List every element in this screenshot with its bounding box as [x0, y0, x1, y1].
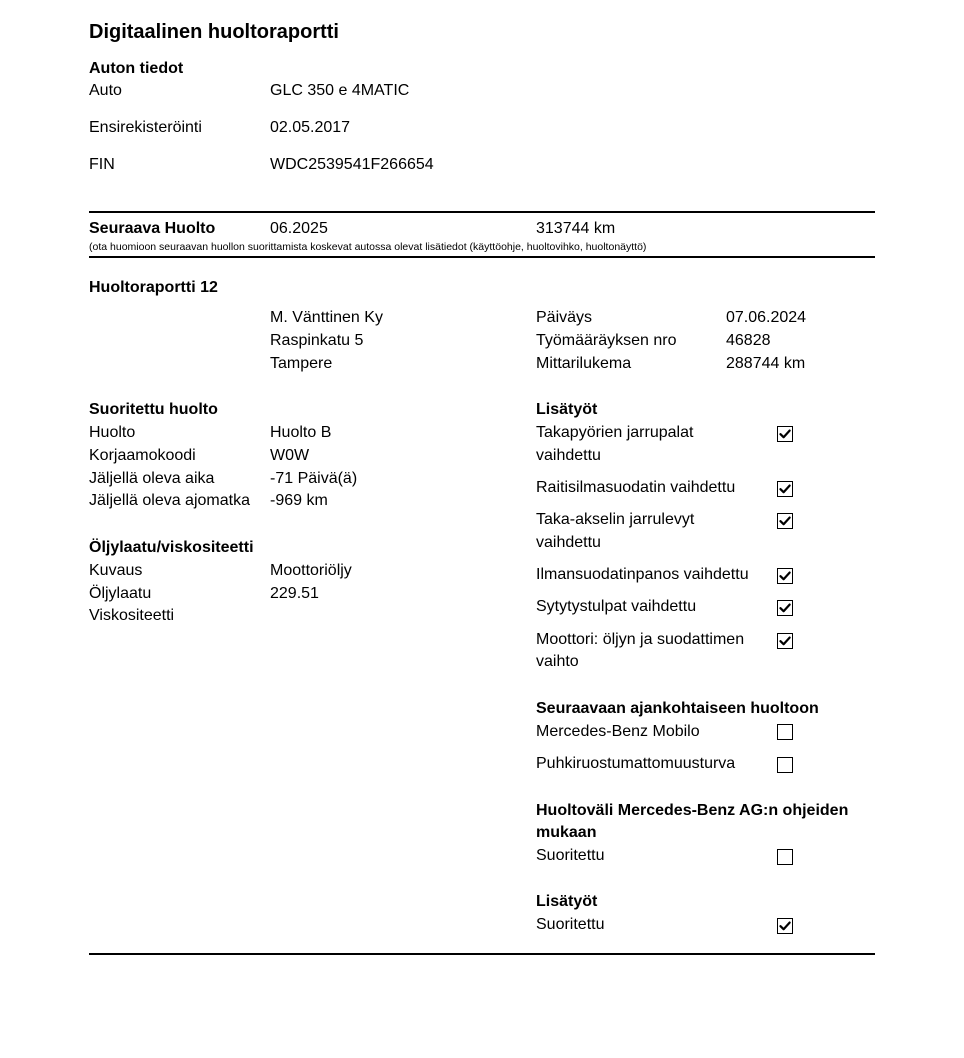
- extra-work-heading: Lisätyöt: [536, 401, 598, 418]
- extra-item-rear-brake-discs: Taka-akselin jarrulevyt: [536, 511, 695, 528]
- checkbox-rear-brake-discs[interactable]: [777, 513, 793, 529]
- interval-performed-label: Suoritettu: [536, 847, 605, 864]
- next-service-km: 313744 km: [536, 220, 616, 237]
- next-current-heading: Seuraavaan ajankohtaiseen huoltoon: [536, 700, 819, 717]
- page-title: Digitaalinen huoltoraportti: [89, 21, 339, 43]
- checkbox-oil-change[interactable]: [777, 633, 793, 649]
- remaining-distance-value: -969 km: [270, 492, 328, 509]
- checkbox-extra-work2-performed[interactable]: [777, 918, 793, 934]
- checkmark-icon: [779, 515, 791, 527]
- first-registration-label: Ensirekisteröinti: [89, 119, 202, 136]
- extra-item-spark-plugs: Sytytystulpat vaihdettu: [536, 598, 697, 615]
- report-heading: Huoltoraportti 12: [89, 279, 218, 296]
- divider-middle: [89, 256, 875, 258]
- workshop-code-value: W0W: [270, 447, 310, 464]
- oil-description-label: Kuvaus: [89, 562, 143, 579]
- checkbox-air-filter[interactable]: [777, 568, 793, 584]
- extra-item-rear-brake-pads: Takapyörien jarrupalat: [536, 424, 694, 441]
- extra-work2-performed-label: Suoritettu: [536, 916, 605, 933]
- car-model-value: GLC 350 e 4MATIC: [270, 82, 410, 99]
- interval-heading-cont: mukaan: [536, 824, 597, 841]
- odometer-label: Mittarilukema: [536, 355, 632, 372]
- workshop-name: M. Vänttinen Ky: [270, 309, 383, 326]
- remaining-time-value: -71 Päivä(ä): [270, 470, 358, 487]
- oil-quality-value: 229.51: [270, 585, 319, 602]
- remaining-distance-label: Jäljellä oleva ajomatka: [89, 492, 250, 509]
- checkmark-icon: [779, 602, 791, 614]
- extra-item-rear-brake-discs-cont: vaihdettu: [536, 534, 601, 551]
- checkbox-cabin-filter[interactable]: [777, 481, 793, 497]
- extra-item-oil-change-cont: vaihto: [536, 653, 579, 670]
- extra-item-rear-brake-pads-cont: vaihdettu: [536, 447, 601, 464]
- remaining-time-label: Jäljellä oleva aika: [89, 470, 215, 487]
- work-order-value: 46828: [726, 332, 771, 349]
- viscosity-label: Viskositeetti: [89, 607, 175, 624]
- car-model-label: Auto: [89, 82, 122, 99]
- service-value: Huolto B: [270, 424, 332, 441]
- checkbox-interval-performed[interactable]: [777, 849, 793, 865]
- next-service-date: 06.2025: [270, 220, 328, 237]
- checkbox-rear-brake-pads[interactable]: [777, 426, 793, 442]
- workshop-city: Tampere: [270, 355, 333, 372]
- checkmark-icon: [779, 920, 791, 932]
- extra-item-cabin-filter: Raitisilmasuodatin vaihdettu: [536, 479, 736, 496]
- extra-item-oil-change: Moottori: öljyn ja suodattimen: [536, 631, 745, 648]
- checkmark-icon: [779, 483, 791, 495]
- next-service-note: (ota huomioon seuraavan huollon suorittamista koskevat autossa olevat lisätiedot (käyttöohje, huoltovihko, huoltonäyttö): [89, 241, 647, 253]
- car-info-heading: Auton tiedot: [89, 60, 184, 77]
- checkmark-icon: [779, 635, 791, 647]
- checkbox-mobilo[interactable]: [777, 724, 793, 740]
- divider-top: [89, 211, 875, 213]
- oil-quality-label: Öljylaatu: [89, 585, 152, 602]
- fin-value: WDC2539541F266654: [270, 156, 434, 173]
- interval-heading: Huoltoväli Mercedes-Benz AG:n ohjeiden: [536, 802, 849, 819]
- checkbox-rust-warranty[interactable]: [777, 757, 793, 773]
- rust-warranty-label: Puhkiruostumattomuusturva: [536, 755, 736, 772]
- checkmark-icon: [779, 428, 791, 440]
- extra-work2-heading: Lisätyöt: [536, 893, 598, 910]
- oil-heading: Öljylaatu/viskositeetti: [89, 539, 254, 556]
- fin-label: FIN: [89, 156, 115, 173]
- odometer-value: 288744 km: [726, 355, 806, 372]
- divider-bottom: [89, 953, 875, 955]
- first-registration-value: 02.05.2017: [270, 119, 351, 136]
- checkbox-spark-plugs[interactable]: [777, 600, 793, 616]
- oil-description-value: Moottoriöljy: [270, 562, 352, 579]
- checkmark-icon: [779, 570, 791, 582]
- service-label: Huolto: [89, 424, 136, 441]
- mobilo-label: Mercedes-Benz Mobilo: [536, 723, 700, 740]
- date-value: 07.06.2024: [726, 309, 807, 326]
- date-label: Päiväys: [536, 309, 593, 326]
- performed-heading: Suoritettu huolto: [89, 401, 218, 418]
- workshop-code-label: Korjaamokoodi: [89, 447, 196, 464]
- extra-item-air-filter: Ilmansuodatinpanos vaihdettu: [536, 566, 749, 583]
- work-order-label: Työmääräyksen nro: [536, 332, 677, 349]
- workshop-street: Raspinkatu 5: [270, 332, 364, 349]
- next-service-label: Seuraava Huolto: [89, 220, 216, 237]
